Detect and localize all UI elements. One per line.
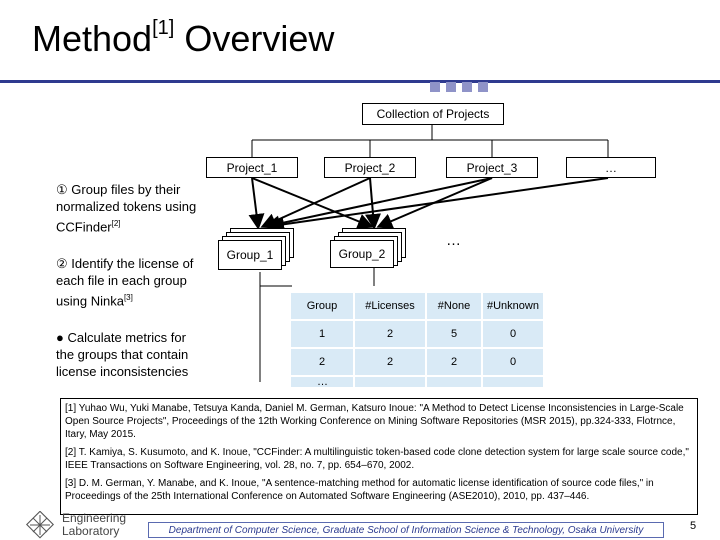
project-box-3 xyxy=(446,157,538,178)
table-cell: 0 xyxy=(482,348,544,376)
group-box-1 xyxy=(218,240,282,270)
footer-affiliation xyxy=(148,522,664,538)
step-ref: [3] xyxy=(123,293,133,302)
reference-3: [3] D. M. German, Y. Manabe, and K. Inoue, "A sentence-matching method for automatic license identification of source code files," in Proceedings of the 25th International Conference on Automated Software Engineering (ASE2010), 2010, pp. 437–446. xyxy=(65,478,654,502)
table-header: #Licenses xyxy=(354,292,426,320)
references-box xyxy=(60,398,698,515)
reference-1: [1] Yuhao Wu, Yuki Manabe, Tetsuya Kanda, Daniel M. German, Katsuro Inoue: "A Method to Detect License Inconsistencies in Large-Scale Open Source Projects", Proceedings of the 12th Working Conference on Mining Software Repositories (MSR 2015), pp.324-333, Flotrnce, Itary, May 2015. xyxy=(65,403,684,440)
step-text: Calculate metrics for the groups that contain license inconsistencies xyxy=(56,330,189,379)
project-box-2 xyxy=(324,157,416,178)
group-label: Group_2 xyxy=(338,247,386,261)
step-marker: ● xyxy=(56,330,64,345)
step-1 xyxy=(56,181,216,235)
step-ref: [2] xyxy=(111,219,121,228)
logo-line-1: Engineering xyxy=(62,511,127,525)
reference-2: [2] T. Kamiya, S. Kusumoto, and K. Inoue, "CCFinder: A multilinguistic token-based code clone detection system for large scale source code," IEEE Transactions on Software Engineering, vol. 28, no. 7, pp. 654–670, 2002. xyxy=(65,447,689,471)
groups-ellipsis: … xyxy=(446,232,461,249)
collection-label: Collection of Projects xyxy=(376,107,490,121)
project-label: … xyxy=(605,160,617,175)
step-text: Group files by their normalized tokens using CCFinder xyxy=(56,182,197,235)
group-box-2 xyxy=(330,240,394,268)
title-rest: Overview xyxy=(184,18,335,59)
table-cell: 2 xyxy=(426,348,482,376)
step-text: Identify the license of each file in each group using Ninka xyxy=(56,256,194,309)
page-number: 5 xyxy=(690,520,697,532)
logo-icon xyxy=(26,511,56,539)
table-header: #None xyxy=(426,292,482,320)
table-cell: 1 xyxy=(290,320,354,348)
table-cell: 2 xyxy=(354,348,426,376)
step-marker: ② xyxy=(56,256,68,271)
step-2 xyxy=(56,255,206,309)
logo-line-2: Laboratory xyxy=(62,524,120,538)
title-ref: [1] xyxy=(152,17,175,39)
table-cell: 0 xyxy=(482,320,544,348)
table-more: … xyxy=(290,376,354,388)
table-cell-empty xyxy=(354,376,426,388)
table-cell: 2 xyxy=(354,320,426,348)
table-cell-empty xyxy=(426,376,482,388)
title-main: Method xyxy=(32,18,153,59)
project-label: Project_1 xyxy=(226,160,278,175)
project-box-1 xyxy=(206,157,298,178)
engineering-lab-logo xyxy=(26,510,138,540)
table-cell: 2 xyxy=(290,348,354,376)
collection-box xyxy=(362,103,504,125)
project-label: Project_2 xyxy=(344,160,396,175)
project-label: Project_3 xyxy=(466,160,518,175)
table-cell-empty xyxy=(482,376,544,388)
table-header: #Unknown xyxy=(482,292,544,320)
table-cell: 5 xyxy=(426,320,482,348)
footer-text: Department of Computer Science, Graduate School of Information Science & Technology, Osaka University xyxy=(168,524,644,536)
step-3 xyxy=(56,329,206,380)
table-header: Group xyxy=(290,292,354,320)
step-marker: ① xyxy=(56,182,68,197)
group-label: Group_1 xyxy=(226,248,274,262)
project-box-more xyxy=(566,157,656,178)
